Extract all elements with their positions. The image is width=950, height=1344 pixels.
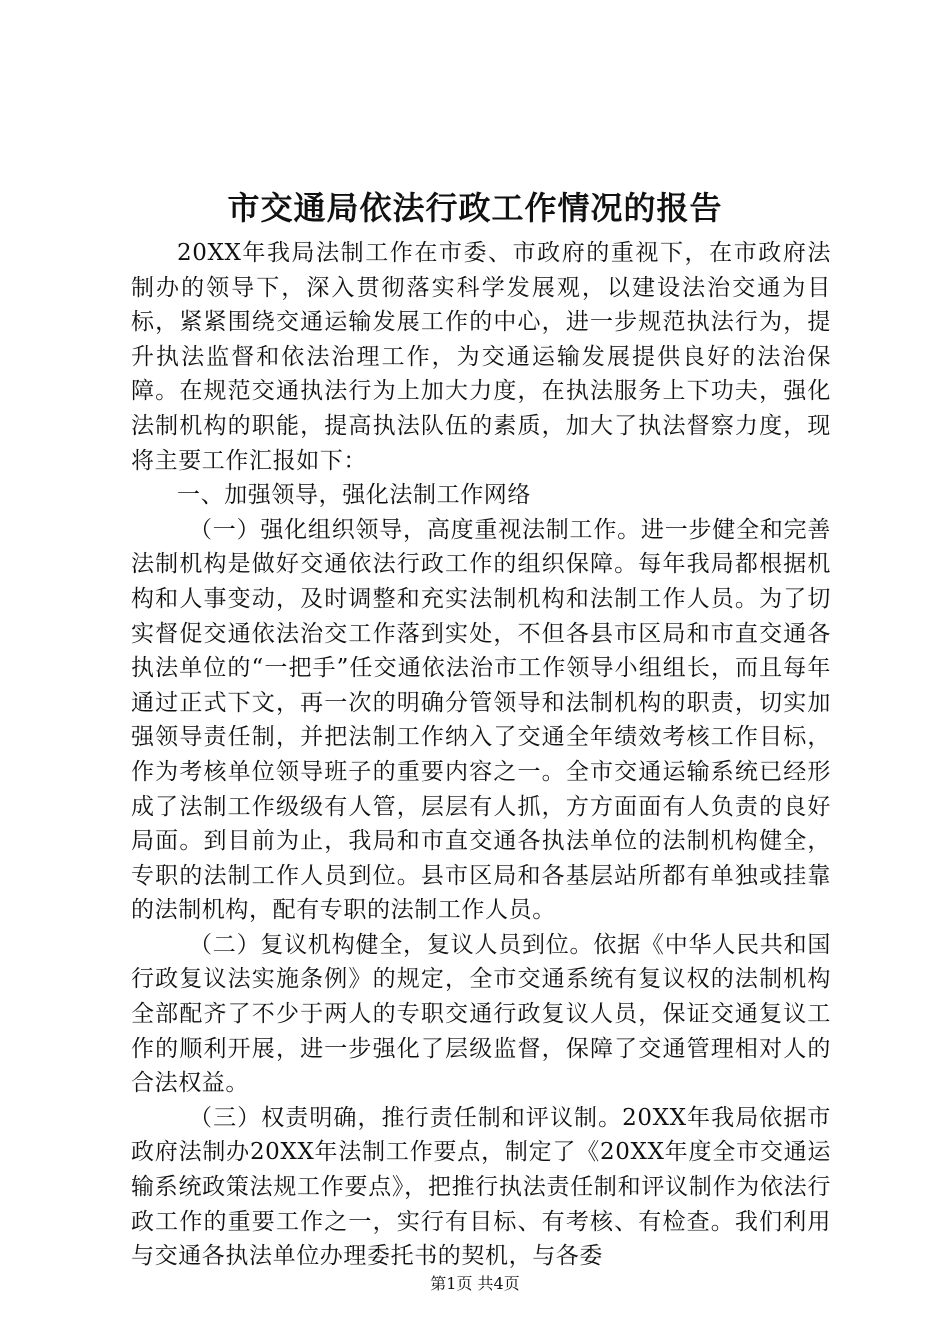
paragraph-1-3: （三）权责明确，推行责任制和评议制。20XX年我局依据市政府法制办20XX年法制工作要点，制定了《20XX年度全市交通运输系统政策法规工作要点》，把推行执法责任制和评议制作为依法行政工作的重要工作之一，实行有目标、有考核、有检查。我们利用与交通各执法单位办理委托书的契机，与各委: [131, 1104, 831, 1270]
page-number-footer: 第1页 共4页: [430, 1274, 520, 1293]
document-title: 市交通局依法行政工作情况的报告: [227, 189, 723, 227]
paragraph-1-2: （二）复议机构健全，复议人员到位。依据《中华人民共和国行政复议法实施条例》的规定，全市交通系统有复议权的法制机构全部配齐了不少于两人的专职交通行政复议人员，保证交通复议工作的顺利开展，进一步强化了层级监督，保障了交通管理相对人的合法权益。: [131, 931, 831, 1097]
document-body: [131, 236, 831, 1274]
section-heading-1: 一、加强领导，强化法制工作网络: [177, 482, 531, 509]
paragraph-intro: 20XX年我局法制工作在市委、市政府的重视下，在市政府法制办的领导下，深入贯彻落实科学发展观，以建设法治交通为目标，紧紧围绕交通运输发展工作的中心，进一步规范执法行为，提升执法监督和依法治理工作，为交通运输发展提供良好的法治保障。在规范交通执法行为上加大力度，在执法服务上下功夫，强化法制机构的职能，提高执法队伍的素质，加大了执法督察力度，现将主要工作汇报如下：: [131, 240, 831, 474]
paragraph-1-1: （一）强化组织领导，高度重视法制工作。进一步健全和完善法制机构是做好交通依法行政工作的组织保障。每年我局都根据机构和人事变动，及时调整和充实法制机构和法制工作人员。为了切实督促交通依法治交工作落到实处，不但各县市区局和市直交通各执法单位的“一把手”任交通依法治市工作领导小组组长，而且每年通过正式下文，再一次的明确分管领导和法制机构的职责，切实加强领导责任制，并把法制工作纳入了交通全年绩效考核工作目标，作为考核单位领导班子的重要内容之一。全市交通运输系统已经形成了法制工作级级有人管，层层有人抓，方方面面有人负责的良好局面。到目前为止，我局和市直交通各执法单位的法制机构健全，专职的法制工作人员到位。县市区局和各基层站所都有单独或挂靠的法制机构，配有专职的法制工作人员。: [131, 516, 831, 924]
